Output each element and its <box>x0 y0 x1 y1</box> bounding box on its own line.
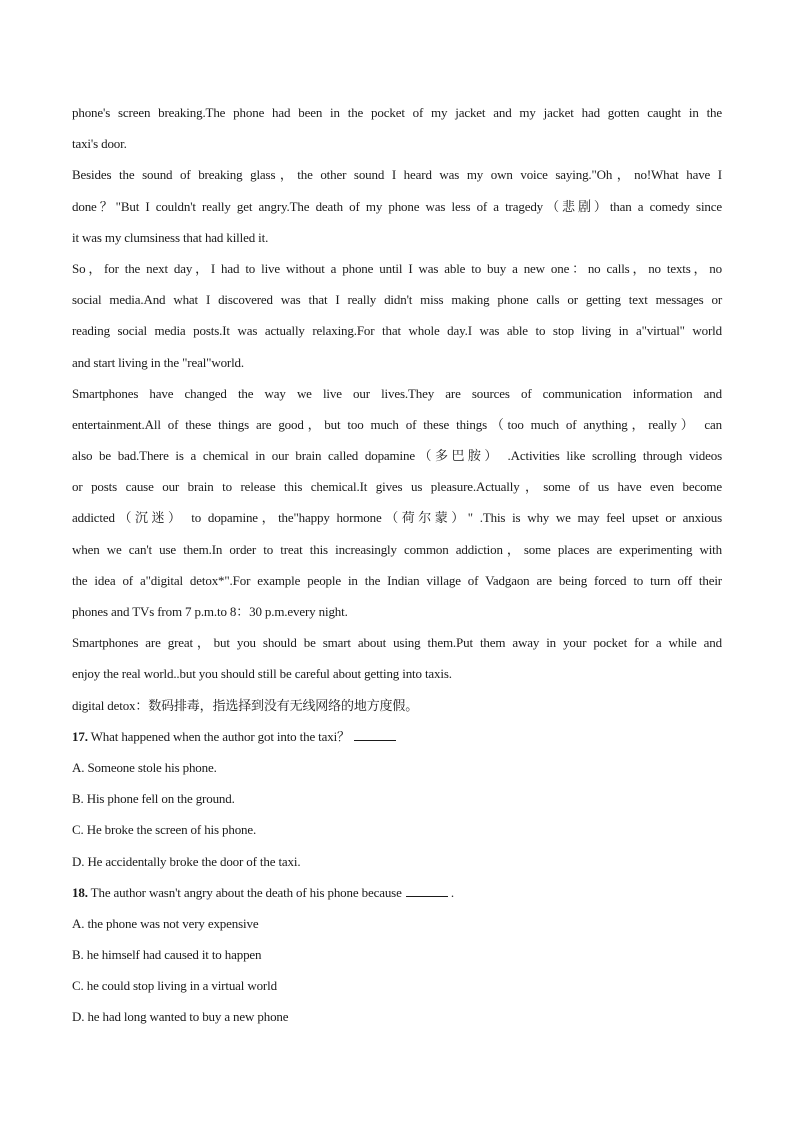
footnote: digital detox：数码排毒，指选择到没有无线网络的地方度假。 <box>72 697 419 713</box>
passage-line: and start living in the "real"world. <box>72 354 245 370</box>
option-b: B. he himself had caused it to happen <box>72 947 262 963</box>
passage-line: it was my clumsiness that had killed it. <box>72 229 269 245</box>
question-17-stem <box>72 721 722 752</box>
answer-blank <box>406 884 448 897</box>
passage-line: done？"But I couldn't really get angry.The death of my phone was less of a tragedy（悲剧）than a comedy since <box>72 198 722 214</box>
answer-blank <box>354 728 396 741</box>
document-page <box>72 97 722 1033</box>
question-18-stem <box>72 877 722 908</box>
option-d: D. he had long wanted to buy a new phone <box>72 1009 289 1025</box>
passage-line: addicted（沉迷） to dopamine，the"happy hormone（荷尔蒙）" .This is why we may feel upset or anxious <box>72 510 722 526</box>
passage-line: or posts cause our brain to release this chemical.It gives us pleasure.Actually，some of us have even become <box>72 479 722 495</box>
passage-line: So，for the next day，I had to live without a phone until I was able to buy a new one：no calls，no texts，no <box>72 260 722 276</box>
passage-line: taxi's door. <box>72 136 127 152</box>
passage-line: phone's screen breaking.The phone had been in the pocket of my jacket and my jacket had gotten caught in the <box>72 105 722 120</box>
passage-line: social media.And what I discovered was that I really didn't miss making phone calls or getting text messages or <box>72 292 722 308</box>
option-a: A. the phone was not very expensive <box>72 915 259 931</box>
passage-line: phones and TVs from 7 p.m.to 8：30 p.m.every night. <box>72 604 348 619</box>
passage-line: also be bad.There is a chemical in our brain called dopamine（多巴胺） .Activities like scrolling through videos <box>72 448 722 464</box>
question-text: What happened when the author got into the taxi？ <box>87 728 350 744</box>
passage-line: when we can't use them.In order to treat this increasingly common addiction，some places are experimenting with <box>72 541 722 557</box>
option-a: A. Someone stole his phone. <box>72 759 217 775</box>
option-d: D. He accidentally broke the door of the taxi. <box>72 853 301 869</box>
passage-line: reading social media posts.It was actually relaxing.For that whole day.I was able to stop living in a"virtual" world <box>72 323 722 339</box>
passage-line: enjoy the real world..but you should still be careful about getting into taxis. <box>72 666 452 682</box>
passage-line: the idea of a"digital detox*".For example people in the Indian village of Vadgaon are being forced to turn off their <box>72 572 722 588</box>
passage-line: Smartphones are great，but you should be smart about using them.Put them away in your pocket for a while and <box>72 635 722 651</box>
option-b: B. His phone fell on the ground. <box>72 791 235 807</box>
question-text: The author wasn't angry about the death of his phone because <box>87 884 402 900</box>
option-c: C. He broke the screen of his phone. <box>72 822 257 838</box>
passage-line: Smartphones have changed the way we live our lives.They are sources of communication information and <box>72 385 722 401</box>
question-end-punct: . <box>450 884 454 900</box>
passage-line: Besides the sound of breaking glass，the other sound I heard was my own voice saying."Oh，no!What have I <box>72 167 722 183</box>
option-c: C. he could stop living in a virtual world <box>72 978 277 994</box>
question-number: 17. <box>72 728 88 744</box>
question-number: 18. <box>72 884 88 900</box>
passage-line: entertainment.All of these things are good，but too much of these things（too much of anything，really） can <box>72 416 722 432</box>
